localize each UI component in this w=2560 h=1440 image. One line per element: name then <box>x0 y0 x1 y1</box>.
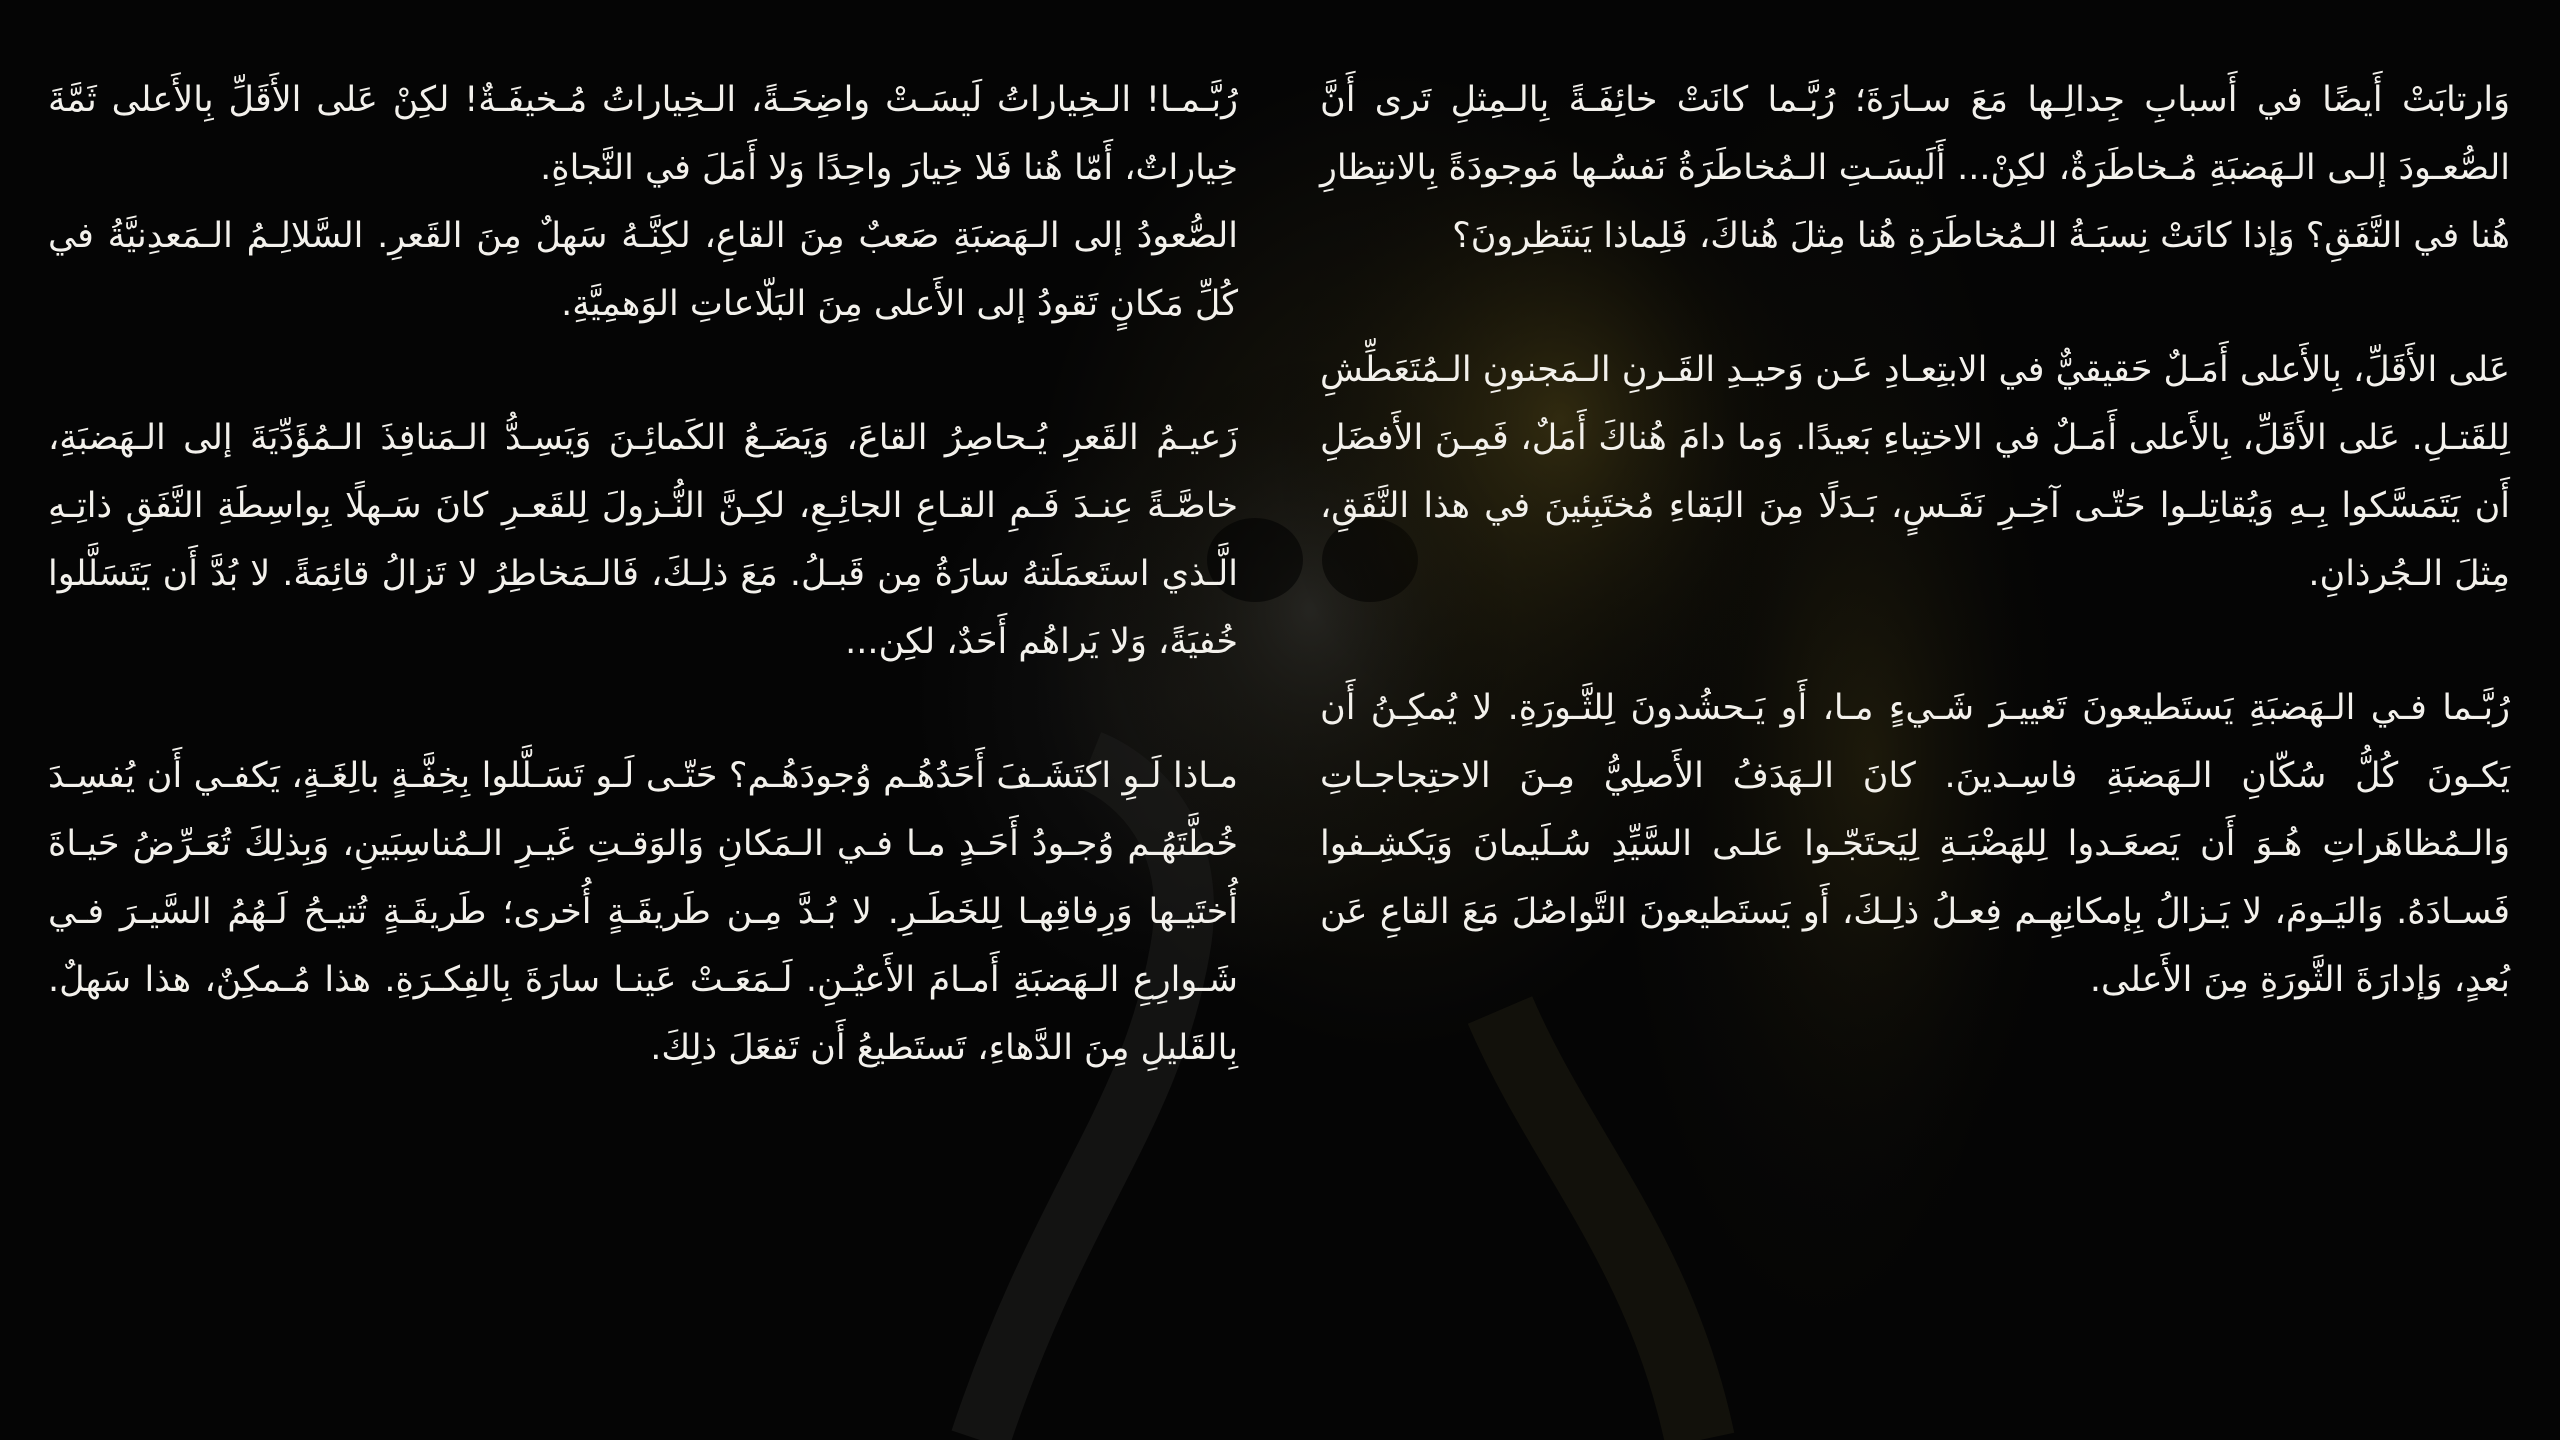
paragraph: رُبَّـمـا! الـخِياراتُ لَيسَـتْ واضِحَـةً، الـخِياراتُ مُـخيفَـةٌ! لكِنْ عَلى الأَقَلِّ بِالأَعلى ثَمَّةَ خِياراتٌ، أَمّا هُنا فَلا خِيارَ واحِدًا وَلا أَمَلَ في النَّجاةِ. <box>48 80 1238 188</box>
text-column-right <box>1320 66 2510 1014</box>
tentacle-shape-2 <box>1500 1010 1700 1440</box>
text-column-left <box>48 66 1238 1082</box>
paragraph: رُبَّـما فـي الـهَضبَةِ يَستَطيعونَ تَغييـرَ شَـيءٍ مـا، أَو يَـحشُدونَ لِلثَّـورَةِ. لا يُمكِـنُ أَن يَكـونَ كُلُّ سُكّانِ الـهَضبَةِ فاسِـدينَ. كانَ الـهَدَفُ الأَصلِيُّ مِـنَ الاحتِجاجـاتِ وَالـمُظاهَراتِ هُـوَ أَن يَصعَـدوا لِلهَضْبَـةِ لِيَحتَجّـوا عَلـى السَّيِّدِ سُـلَيمانَ وَيَكشِـفوا فَسـادَهُ. وَاليَـومَ، لا يَـزالُ بِإمكانِهِـم فِعـلُ ذلِـكَ، أَو يَستَطيعونَ التَّواصُلَ مَعَ القاعِ عَن بُعدٍ، وَإدارَةَ الثَّورَةِ مِنَ الأَعلى. <box>1320 688 2510 1000</box>
paragraph: وَارتابَتْ أَيضًا في أَسبابِ جِدالِـها مَعَ سـارَةَ؛ رُبَّـما كانَتْ خائِفَـةً بِالـمِثلِ تَرى أَنَّ الصُّعـودَ إلـى الـهَضبَةِ مُـخاطَرَةٌ، لكِنْ... أَلَيسَـتِ الـمُخاطَرَةُ نَفسُـها مَوجودَةً بِالانتِظارِ هُنا في النَّفَقِ؟ وَإذا كانَتْ نِسبَـةُ الـمُخاطَرَةِ هُنا مِثلَ هُناكَ، فَلِماذا يَنتَظِرونَ؟ <box>1320 80 2510 256</box>
paragraph: عَلى الأَقَلِّ، بِالأَعلى أَمَـلٌ حَقيقيٌّ في الابتِعـادِ عَـن وَحيـدِ القَـرنِ الـمَجنونِ الـمُتَعَطِّشِ لِلقَتـلِ. عَلى الأَقَلِّ، بِالأَعلى أَمَـلٌ في الاختِباءِ بَعيدًا. وَما دامَ هُناكَ أَمَلٌ، فَمِـنَ الأَفضَلِ أَن يَتَمَسَّكوا بِـهِ وَيُقاتِلـوا حَتّـى آخِـرِ نَفَـسٍ، بَـدَلًا مِنَ البَقاءِ مُختَبِئينَ في هذا النَّفَقِ، مِثلَ الـجُرذانِ. <box>1320 350 2510 594</box>
paragraph: زَعيـمُ القَعرِ يُـحاصِرُ القاعَ، وَيَضَـعُ الكَمائِـنَ وَيَسِـدُّ الـمَنافِذَ الـمُؤَدِّيَةَ إلى الـهَضبَةِ، خاصَّـةً عِنـدَ فَـمِ القـاعِ الجائِـعِ، لكِـنَّ النُّـزولَ لِلقَعـرِ كانَ سَـهلًا بِواسِطَةِ النَّفَقِ ذاتِـهِ الَّـذي استَعمَلَتهُ سارَةُ مِن قَبـلُ. مَعَ ذلِـكَ، فَالـمَخاطِرُ لا تَزالُ قائِمَةً. لا بُدَّ أَن يَتَسَلَّلوا خُفيَةً، وَلا يَراهُم أَحَدٌ، لكِن... <box>48 418 1238 662</box>
paragraph: الصُّعودُ إلى الـهَضبَةِ صَعبٌ مِنَ القاعِ، لكِنَّـهُ سَهلٌ مِنَ القَعرِ. السَّلالِـمُ الـمَعدِنيَّةُ في كُلِّ مَكانٍ تَقودُ إلى الأَعلى مِنَ البَلّاعاتِ الوَهمِيَّةِ. <box>48 216 1238 324</box>
paragraph: مـاذا لَـوِ اكتَشَـفَ أَحَدُهُـم وُجودَهُـم؟ حَتّـى لَـو تَسَـلَّلوا بِخِفَّـةٍ بالِغَـةٍ، يَكفـي أَن يُفسِـدَ خُطَّتَهُـم وُجـودُ أَحَـدٍ مـا فـي الـمَكانِ وَالوَقـتِ غَيـرِ الـمُناسِبَينِ، وَبِذلِكَ تُعَـرِّضُ حَيـاةَ أُختَيـها وَرِفاقِهـا لِلخَطَـرِ. لا بُـدَّ مِـن طَريقَـةٍ أُخرى؛ طَريقَـةٍ تُتيـحُ لَـهُمُ السَّيـرَ فـي شَـوارِعِ الـهَضبَةِ أَمـامَ الأَعيُـنِ. لَـمَعَـتْ عَينـا سارَةَ بِالفِكـرَةِ. هذا مُـمكِنٌ، هذا سَهلٌ. بِالقَليلِ مِنَ الدَّهاءِ، تَستَطيعُ أَن تَفعَلَ ذلِكَ. <box>48 756 1238 1068</box>
